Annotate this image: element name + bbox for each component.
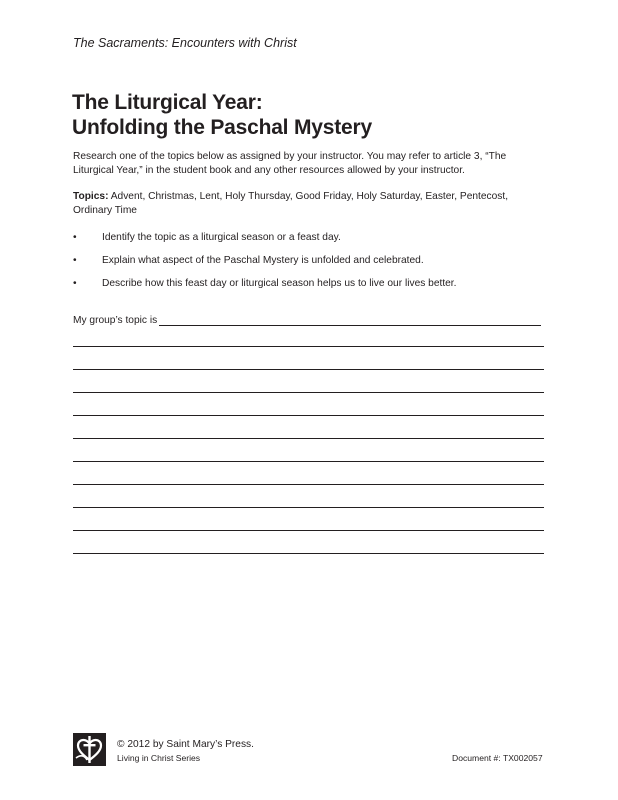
topic-answer-line[interactable]	[159, 325, 541, 326]
answer-line[interactable]	[73, 507, 544, 508]
copyright-text: © 2012 by Saint Mary’s Press.	[117, 739, 254, 750]
answer-line[interactable]	[73, 346, 544, 347]
topic-prompt: My group’s topic is	[73, 315, 158, 326]
task-item-text: Describe how this feast day or liturgical season helps us to live our lives better.	[102, 278, 457, 289]
bullet-icon: •	[73, 278, 77, 289]
bullet-icon: •	[73, 255, 77, 266]
answer-line[interactable]	[73, 392, 544, 393]
document-number: Document #: TX002057	[452, 753, 543, 763]
series-name: Living in Christ Series	[117, 753, 201, 763]
answer-line[interactable]	[73, 553, 544, 554]
answer-line[interactable]	[73, 369, 544, 370]
task-item	[73, 231, 543, 254]
saint-marys-press-logo-icon	[73, 733, 106, 766]
task-item-text: Identify the topic as a liturgical season or a feast day.	[102, 232, 341, 243]
answer-line[interactable]	[73, 461, 544, 462]
page-title	[72, 90, 372, 140]
series-title: The Sacraments: Encounters with Christ	[73, 36, 297, 50]
bullet-icon: •	[73, 232, 77, 243]
answer-line[interactable]	[73, 415, 544, 416]
answer-line[interactable]	[73, 438, 544, 439]
task-item-text: Explain what aspect of the Paschal Mystery is unfolded and celebrated.	[102, 255, 424, 266]
page-title-line-1: The Liturgical Year:	[72, 91, 263, 114]
answer-line[interactable]	[73, 530, 544, 531]
task-item	[73, 277, 543, 300]
topics-label: Topics:	[73, 191, 109, 202]
instructions-paragraph: Research one of the topics below as assigned by your instructor. You may refer to article 3, “The Liturgical Year,” in the student book and any other resources allowed by your instructor.	[73, 151, 507, 176]
answer-line[interactable]	[73, 484, 544, 485]
topics-paragraph	[73, 190, 543, 218]
task-list	[73, 231, 543, 300]
topics-list: Advent, Christmas, Lent, Holy Thursday, Good Friday, Holy Saturday, Easter, Pentecost, Ordinary Time	[73, 191, 509, 216]
page-title-line-2: Unfolding the Paschal Mystery	[72, 116, 372, 139]
task-item	[73, 254, 543, 277]
